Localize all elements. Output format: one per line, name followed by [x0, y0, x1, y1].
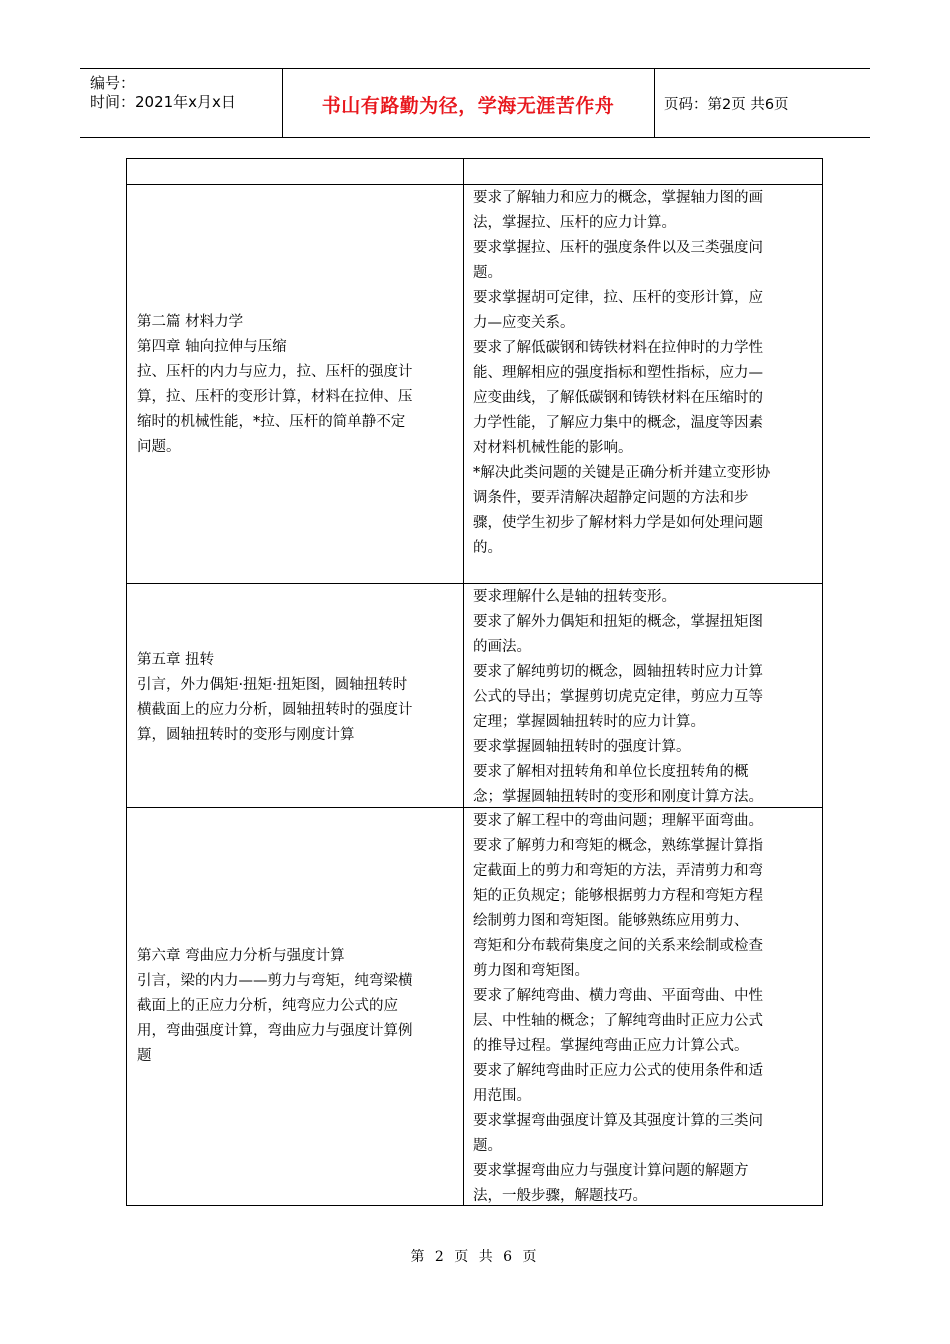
requirement-line: 弯矩和分布载荷集度之间的关系来绘制或检查	[473, 938, 763, 954]
requirement-line: 的画法。	[473, 639, 531, 655]
chapter-topic-line: 缩时的机械性能，*拉、压杆的简单静不定	[137, 414, 406, 430]
chapter-requirements-cell	[473, 809, 817, 1209]
requirement-line: 要求掌握弯曲应力与强度计算问题的解题方	[473, 1163, 749, 1179]
requirement-line: 要求了解纯弯曲时正应力公式的使用条件和适	[473, 1063, 763, 1079]
requirement-line: 绘制剪力图和弯矩图。能够熟练应用剪力、	[473, 913, 749, 929]
requirement-line: 能、理解相应的强度指标和塑性指标，应力—	[473, 365, 763, 381]
requirement-line: 念；掌握圆轴扭转时的变形和刚度计算方法。	[473, 789, 763, 805]
requirement-line: 题。	[473, 265, 502, 281]
requirement-line: 用范围。	[473, 1088, 531, 1104]
header-motto-cell	[282, 69, 655, 137]
requirement-line: 要求了解低碳钢和铸铁材料在拉伸时的力学性	[473, 340, 763, 356]
chapter-topic-line: 横截面上的应力分析，圆轴扭转时的强度计	[137, 702, 413, 718]
column-divider	[463, 159, 464, 1205]
requirement-line: 要求理解什么是轴的扭转变形。	[473, 589, 676, 605]
chapter-requirements-cell	[473, 585, 817, 810]
requirement-line: 骤，使学生初步了解材料力学是如何处理问题	[473, 515, 763, 531]
chapter-topic-line: 问题。	[137, 439, 181, 455]
requirement-line: 剪力图和弯矩图。	[473, 963, 589, 979]
chapter-topic-line: 算，圆轴扭转时的变形与刚度计算	[137, 727, 355, 743]
requirement-line: 要求了解纯剪切的概念，圆轴扭转时应力计算	[473, 664, 763, 680]
chapter-topic-line: 第六章 弯曲应力分析与强度计算	[137, 948, 345, 964]
requirement-line: 应变曲线，了解低碳钢和铸铁材料在压缩时的	[473, 390, 763, 406]
chapter-topic-cell	[137, 944, 455, 1069]
chapter-topic-line: 拉、压杆的内力与应力，拉、压杆的强度计	[137, 364, 413, 380]
header-motto: 书山有路勤为径，学海无涯苦作舟	[321, 95, 615, 117]
chapter-requirements-cell	[473, 186, 817, 561]
chapter-topic-line: 算，拉、压杆的变形计算，材料在拉伸、压	[137, 389, 413, 405]
page-header	[80, 68, 870, 138]
chapter-topic-line: 截面上的正应力分析，纯弯应力公式的应	[137, 998, 398, 1014]
requirement-line: 定截面上的剪力和弯矩的方法，弄清剪力和弯	[473, 863, 763, 879]
requirement-line: 力学性能，了解应力集中的概念，温度等因素	[473, 415, 763, 431]
chapter-topic-line: 第二篇 材料力学	[137, 314, 244, 330]
chapter-topic-line: 引言，外力偶矩·扭矩·扭矩图，圆轴扭转时	[137, 677, 408, 693]
requirement-line: 法，一般步骤，解题技巧。	[473, 1188, 647, 1204]
row-divider	[127, 583, 822, 584]
requirement-line: 公式的导出；掌握剪切虎克定律，剪应力互等	[473, 689, 763, 705]
syllabus-table	[126, 158, 823, 1206]
requirement-line: 的推导过程。掌握纯弯曲正应力计算公式。	[473, 1038, 749, 1054]
requirement-line: 要求了解外力偶矩和扭矩的概念，掌握扭矩图	[473, 614, 763, 630]
doc-time-label: 时间：2021年x月x日	[90, 93, 236, 111]
requirement-line: 矩的正负规定；能够根据剪力方程和弯矩方程	[473, 888, 763, 904]
requirement-line: 要求掌握弯曲强度计算及其强度计算的三类问	[473, 1113, 763, 1129]
chapter-topic-line: 引言，梁的内力——剪力与弯矩，纯弯梁横	[137, 973, 413, 989]
requirement-line: *解决此类问题的关键是正确分析并建立变形协	[473, 465, 771, 481]
row-divider	[127, 184, 822, 185]
header-meta	[80, 69, 283, 137]
requirement-line: 调条件，要弄清解决超静定问题的方法和步	[473, 490, 749, 506]
header-page-cell	[654, 69, 870, 137]
chapter-topic-line: 用，弯曲强度计算，弯曲应力与强度计算例	[137, 1023, 413, 1039]
requirement-line: 要求了解纯弯曲、横力弯曲、平面弯曲、中性	[473, 988, 763, 1004]
chapter-topic-cell	[137, 310, 455, 460]
chapter-topic-line: 第四章 轴向拉伸与压缩	[137, 339, 287, 355]
chapter-topic-cell	[137, 648, 455, 748]
requirement-line: 要求了解工程中的弯曲问题；理解平面弯曲。	[473, 813, 763, 829]
requirement-line: 力—应变关系。	[473, 315, 575, 331]
doc-code-label: 编号：	[90, 74, 136, 92]
requirement-line: 定理；掌握圆轴扭转时的应力计算。	[473, 714, 705, 730]
requirement-line: 要求掌握拉、压杆的强度条件以及三类强度问	[473, 240, 763, 256]
requirement-line: 的。	[473, 540, 502, 556]
requirement-line: 要求掌握胡可定律，拉、压杆的变形计算，应	[473, 290, 763, 306]
requirement-line: 要求了解剪力和弯矩的概念，熟练掌握计算指	[473, 838, 763, 854]
header-page-code: 页码：第2页 共6页	[664, 97, 789, 113]
page-footer: 第 2 页 共 6 页	[410, 1249, 540, 1265]
requirement-line: 层、中性轴的概念；了解纯弯曲时正应力公式	[473, 1013, 763, 1029]
chapter-topic-line: 第五章 扭转	[137, 652, 215, 668]
requirement-line: 题。	[473, 1138, 502, 1154]
requirement-line: 要求了解轴力和应力的概念，掌握轴力图的画	[473, 190, 763, 206]
requirement-line: 要求了解相对扭转角和单位长度扭转角的概	[473, 764, 749, 780]
requirement-line: 对材料机械性能的影响。	[473, 440, 633, 456]
chapter-topic-line: 题	[137, 1048, 152, 1064]
requirement-line: 法，掌握拉、压杆的应力计算。	[473, 215, 676, 231]
requirement-line: 要求掌握圆轴扭转时的强度计算。	[473, 739, 691, 755]
